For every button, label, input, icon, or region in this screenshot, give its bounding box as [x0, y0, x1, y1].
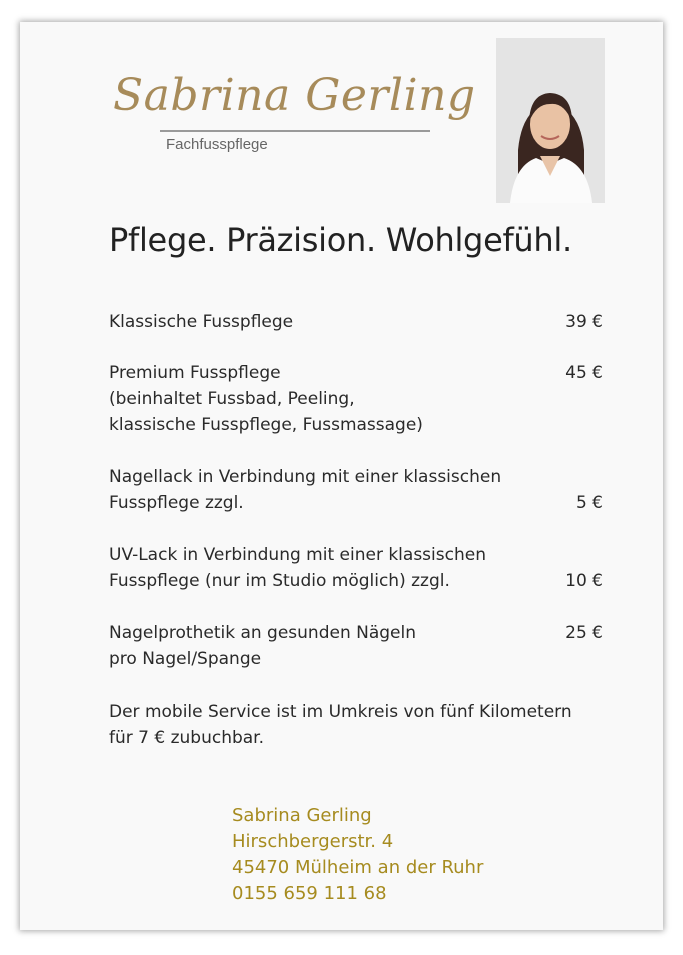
service-line: Premium Fusspflege	[109, 363, 281, 383]
service-line: Fusspflege zzgl.	[109, 493, 244, 513]
address-city: 45470 Mülheim an der Ruhr	[232, 857, 484, 878]
portrait-illustration	[496, 38, 605, 203]
mobile-note-line: Der mobile Service ist im Umkreis von fünf Kilometern	[109, 702, 572, 722]
mobile-service-note	[109, 699, 609, 751]
service-line: pro Nagel/Spange	[109, 649, 262, 669]
service-classic	[109, 309, 603, 335]
logo-underline	[160, 130, 430, 132]
service-price: 25 €	[565, 623, 603, 643]
service-line: UV-Lack in Verbindung mit einer klassischen	[109, 545, 486, 565]
mobile-note-line: für 7 € zubuchbar.	[109, 728, 265, 748]
tagline: Pflege. Präzision. Wohlgefühl.	[109, 221, 572, 259]
service-line: Nagellack in Verbindung mit einer klassischen	[109, 467, 502, 487]
service-line: klassische Fusspflege, Fussmassage)	[109, 415, 423, 435]
service-price: 45 €	[565, 363, 603, 383]
service-uv-lacquer	[109, 542, 603, 594]
address-phone: 0155 659 111 68	[232, 883, 387, 904]
service-nail-prosthetics	[109, 620, 603, 672]
service-premium	[109, 360, 603, 438]
service-line: (beinhaltet Fussbad, Peeling,	[109, 389, 355, 409]
service-price: 39 €	[565, 312, 603, 332]
portrait-photo	[496, 38, 605, 203]
address-name: Sabrina Gerling	[232, 805, 372, 826]
contact-address	[232, 803, 483, 907]
service-nail-polish	[109, 464, 603, 516]
service-line: Fusspflege (nur im Studio möglich) zzgl.	[109, 571, 450, 591]
service-price: 10 €	[565, 571, 603, 591]
logo-subtitle: Fachfusspflege	[166, 136, 268, 153]
address-street: Hirschbergerstr. 4	[232, 831, 394, 852]
logo-wordmark: Sabrina Gerling	[113, 70, 476, 121]
service-price: 5 €	[575, 493, 603, 513]
service-line: Nagelprothetik an gesunden Nägeln	[109, 623, 417, 643]
service-line: Klassische Fusspflege	[109, 312, 294, 332]
